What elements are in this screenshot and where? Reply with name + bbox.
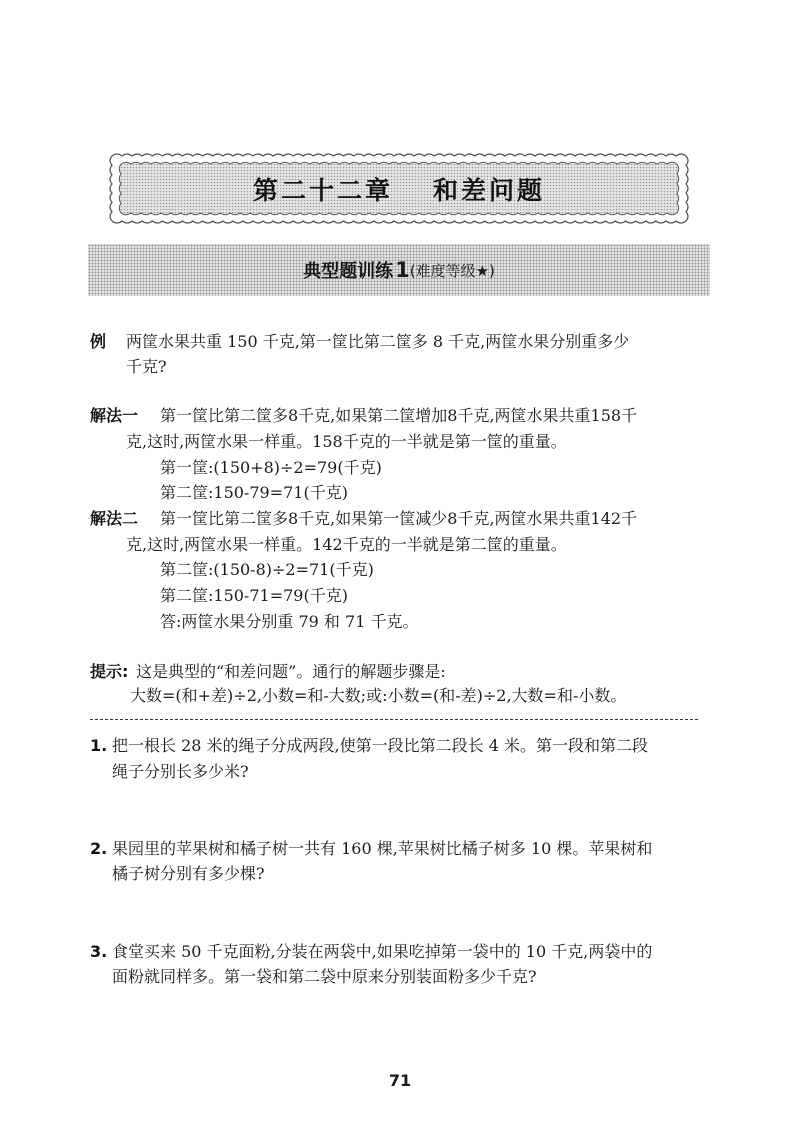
chapter-title <box>108 151 690 226</box>
method1-line: 第一筐比第二筐多8千克,如果第二筐增加8千克,两筐水果共重158千 <box>160 406 638 425</box>
tip-label: 提示: <box>90 662 129 681</box>
method1-label: 解法一 <box>90 406 139 425</box>
question-line: 橘子树分别有多少棵? <box>112 864 265 883</box>
chapter-topic: 和差问题 <box>433 175 546 205</box>
question-line: 面粉就同样多。第一袋和第二袋中原来分别装面粉多少千克? <box>112 967 537 986</box>
tip-line: 这是典型的“和差问题”。通行的解题步骤是: <box>136 662 446 681</box>
method2-line: 第一筐比第二筐多8千克,如果第一筐减少8千克,两筐水果共重142千 <box>160 509 638 528</box>
question-line: 食堂买来 50 千克面粉,分装在两袋中,如果吃掉第一袋中的 10 千克,两袋中的 <box>112 942 653 961</box>
method2-label: 解法二 <box>90 509 139 528</box>
page-number: 71 <box>388 1071 412 1090</box>
section-difficulty: (难度等级★) <box>409 261 495 280</box>
question-line: 绳子分别长多少米? <box>112 762 249 781</box>
method2-line: 克,这时,两筐水果一样重。142千克的一半就是第二筐的重量。 <box>126 535 567 554</box>
section-header <box>88 244 710 296</box>
example-line: 千克? <box>126 357 167 376</box>
question-line: 果园里的苹果树和橘子树一共有 160 棵,苹果树比橘子树多 10 棵。苹果树和 <box>112 839 653 858</box>
method2-line: 第二筐:150-71=79(千克) <box>160 586 348 605</box>
section-title: 典型题训练 <box>303 261 394 282</box>
answer-line: 答:两筐水果分别重 79 和 71 千克。 <box>160 612 419 631</box>
method1-line: 第二筐:150-79=71(千克) <box>160 483 348 502</box>
chapter-number: 第二十二章 <box>252 175 393 205</box>
question-number: 1. <box>90 736 108 755</box>
chapter-banner <box>108 151 690 226</box>
question-line: 把一根长 28 米的绳子分成两段,使第一段比第二段长 4 米。第一段和第二段 <box>112 736 648 755</box>
section-number: 1 <box>395 258 410 282</box>
dashed-divider <box>90 719 698 720</box>
tip-formula: 大数=(和+差)÷2,小数=和-大数;或:小数=(和-差)÷2,大数=和-小数。 <box>130 686 627 705</box>
example-line: 两筐水果共重 150 千克,第一筐比第二筐多 8 千克,两筐水果分别重多少 <box>126 332 630 351</box>
method1-line: 第一筐:(150+8)÷2=79(千克) <box>160 458 382 477</box>
example-label: 例 <box>90 332 107 351</box>
method2-line: 第二筐:(150-8)÷2=71(千克) <box>160 560 374 579</box>
question-number: 3. <box>90 942 108 961</box>
question-number: 2. <box>90 839 108 858</box>
method1-line: 克,这时,两筐水果一样重。158千克的一半就是第一筐的重量。 <box>126 432 567 451</box>
